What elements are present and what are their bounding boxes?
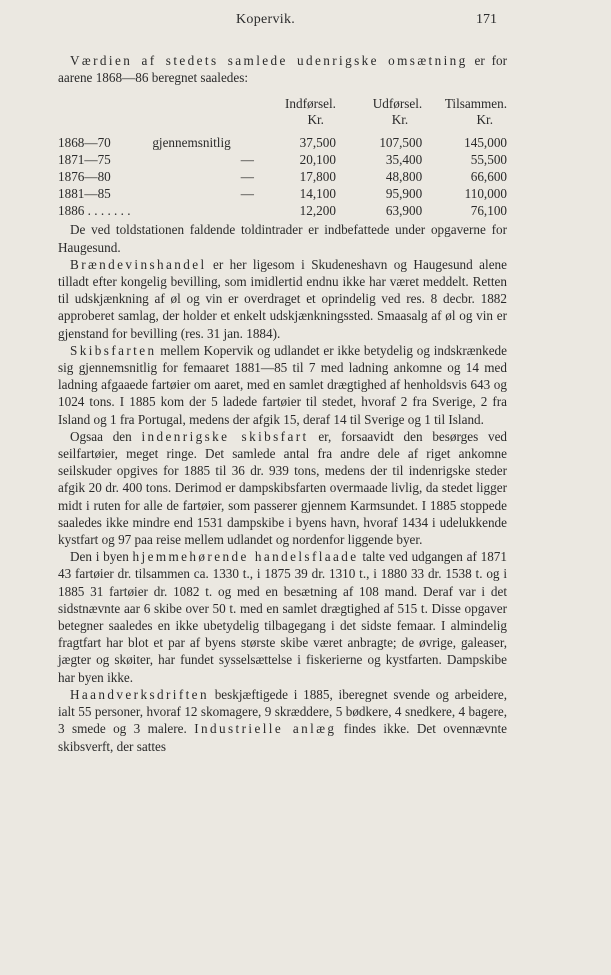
total-cell: 110,000	[464, 186, 507, 202]
paragraph-text: talte ved udgangen af 1871 43 fartøier dr. tilsammen ca. 1330 t., i 1875 39 dr. 1310 t., i 1880 33 dr. 1538 t. og i 1885 31 fartøier dr. 1082 t. og med en besætning af 108 mand. Deraf var i det sidstnævnte aar 6 skibe over 50 t. med en samlet drægtighed af 515 t. Disse opgaver betegner saaledes en ikke ubetydelig tilbagegang i det sidste femaar. I almindelig fragtfart har blot et par af byens største skibe været anbragte; de øvrige, galeaser, jægter og skøiter, har fundet sysselsættelse i fiskerierne og kystfarten. Dampskibe har byen ikke.	[58, 549, 507, 685]
page-number: 171	[476, 12, 497, 27]
col-total-unit: Kr.	[476, 112, 493, 128]
paragraph-text: er, forsaavidt den besørges ved seilfartøier, meget ringe. Det samlede antal fra andre dele af riget ankomne seilskuder opgives for 1885 til 36 dr. 939 tons, medens der til indenrigske steder afgik 20 dr. 400 tons. Derimod er dampskibsfarten overmaade livlig, da stedet ligger midt i ruten for alle de fartøier, som passerer gjennem Karmsundet. I 1885 stoppede saaledes ikke mindre end 1531 dampskibe i byens havn, hvoraf 1434 i udelukkende kystfart og 97 paa reise mellem udlandet og nordenfor liggende byer.	[58, 428, 508, 548]
table-row	[58, 168, 507, 185]
paragraph-text: mellem Kopervik og udlandet er ikke betydelig og indskrænkede sig gjennemsnitlig for femaaret 1881—85 til 7 med ladning ankomne og 14 med ladning afgaaede fartøier om aaret, med en samlet drægtighed af henholdsvis 643 og 1024 tons. I 1885 kom der 5 ladede fartøier til stedet, hvoraf 2 fra Sverige, 2 fra Island og 1 fra Portugal, medens der afgik 15, deraf 14 til Sverige og 1 til Island.	[58, 342, 507, 427]
col-import-header: Indførsel.	[285, 96, 336, 112]
total-cell: 76,100	[470, 203, 507, 219]
ditto-dash: —	[240, 186, 254, 202]
total-cell: 145,000	[464, 135, 507, 151]
ditto-dash: —	[240, 152, 254, 168]
paragraph-toll: De ved toldstationen faldende toldintrader er indbefattede under opgaverne for Haugesund.	[58, 222, 507, 255]
paragraph-text: findes ikke. Det ovennævnte skibsverft, der sattes	[58, 721, 507, 754]
import-cell: 20,100	[299, 152, 336, 168]
paragraph-crafts	[58, 686, 507, 755]
col-import-unit: Kr.	[307, 112, 324, 128]
intro-text: er for aarene 1868—86 beregnet saaledes:	[58, 53, 508, 86]
paragraph-spirits	[58, 256, 507, 342]
table-unit-row	[58, 112, 507, 128]
paragraph-text: Den i byen	[70, 549, 133, 565]
ditto-dash: —	[240, 169, 254, 185]
period-cell: 1881—85	[58, 186, 111, 202]
running-title: Kopervik.	[236, 12, 296, 27]
spaced-heading: Industrielle anlæg	[194, 721, 337, 737]
page-header	[0, 12, 611, 32]
spaced-heading: Brændevinshandel	[70, 256, 207, 272]
spaced-heading: Haandverksdriften	[70, 686, 209, 702]
period-cell: 1868—70	[58, 135, 111, 151]
total-cell: 55,500	[470, 152, 507, 168]
paragraph-shipping	[58, 342, 507, 428]
paragraph-text: Ogsaa den	[70, 428, 142, 444]
import-cell: 17,800	[299, 169, 336, 185]
table-row	[58, 185, 507, 202]
period-cell: 1886 . . . . . . .	[58, 203, 131, 219]
paragraph-domestic-shipping	[58, 428, 507, 548]
export-cell: 63,900	[385, 203, 423, 219]
table-row	[58, 134, 507, 151]
col-export-unit: Kr.	[391, 112, 409, 128]
intro-paragraph	[58, 52, 507, 86]
export-cell: 48,800	[385, 169, 423, 185]
total-cell: 66,600	[470, 169, 507, 185]
import-cell: 14,100	[299, 186, 336, 202]
import-cell: 12,200	[299, 203, 336, 219]
table-row	[58, 151, 507, 168]
spaced-heading: Skibsfarten	[70, 342, 157, 358]
page-body	[58, 52, 507, 755]
table-header-row	[58, 96, 507, 112]
label-cell: gjennemsnitlig	[152, 135, 231, 151]
paragraph-text: er her ligesom i Skudeneshavn og Haugesund alene tilladt efter kongelig bevilling, som imidlertid endnu ikke har været meddelt. Retten til udskjænkning af øl og vin er overdraget et oprindelig ved res. 8 decbr. 1882 approberet samlag, der holder et enkelt udskjænkningssted. Smaasalg af øl og vin er gjenstand for bevilling (res. 31 jan. 1884).	[58, 256, 507, 341]
export-cell: 35,400	[385, 152, 423, 168]
paragraph-text: beskjæftigede i 1885, iberegnet svende og arbeidere, ialt 55 personer, hvoraf 12 skomagere, 9 skræddere, 5 bødkere, 4 snedkere, 4 bagere, 3 smede og 3 malere.	[58, 686, 507, 737]
spaced-heading: indenrigske skibsfart	[141, 428, 309, 444]
spaced-heading: hjemmehørende handelsflaade	[132, 549, 359, 565]
period-cell: 1871—75	[58, 152, 111, 168]
export-cell: 107,500	[379, 135, 423, 151]
table-row	[58, 202, 507, 219]
trade-table	[58, 96, 507, 219]
col-export-header: Udførsel.	[372, 96, 423, 112]
export-cell: 95,900	[385, 186, 423, 202]
period-cell: 1876—80	[58, 169, 111, 185]
import-cell: 37,500	[299, 135, 336, 151]
col-total-header: Tilsammen.	[444, 96, 507, 112]
paragraph-fleet	[58, 548, 507, 686]
intro-spaced-text: Værdien af stedets samlede udenrigske omsætning	[70, 53, 468, 68]
